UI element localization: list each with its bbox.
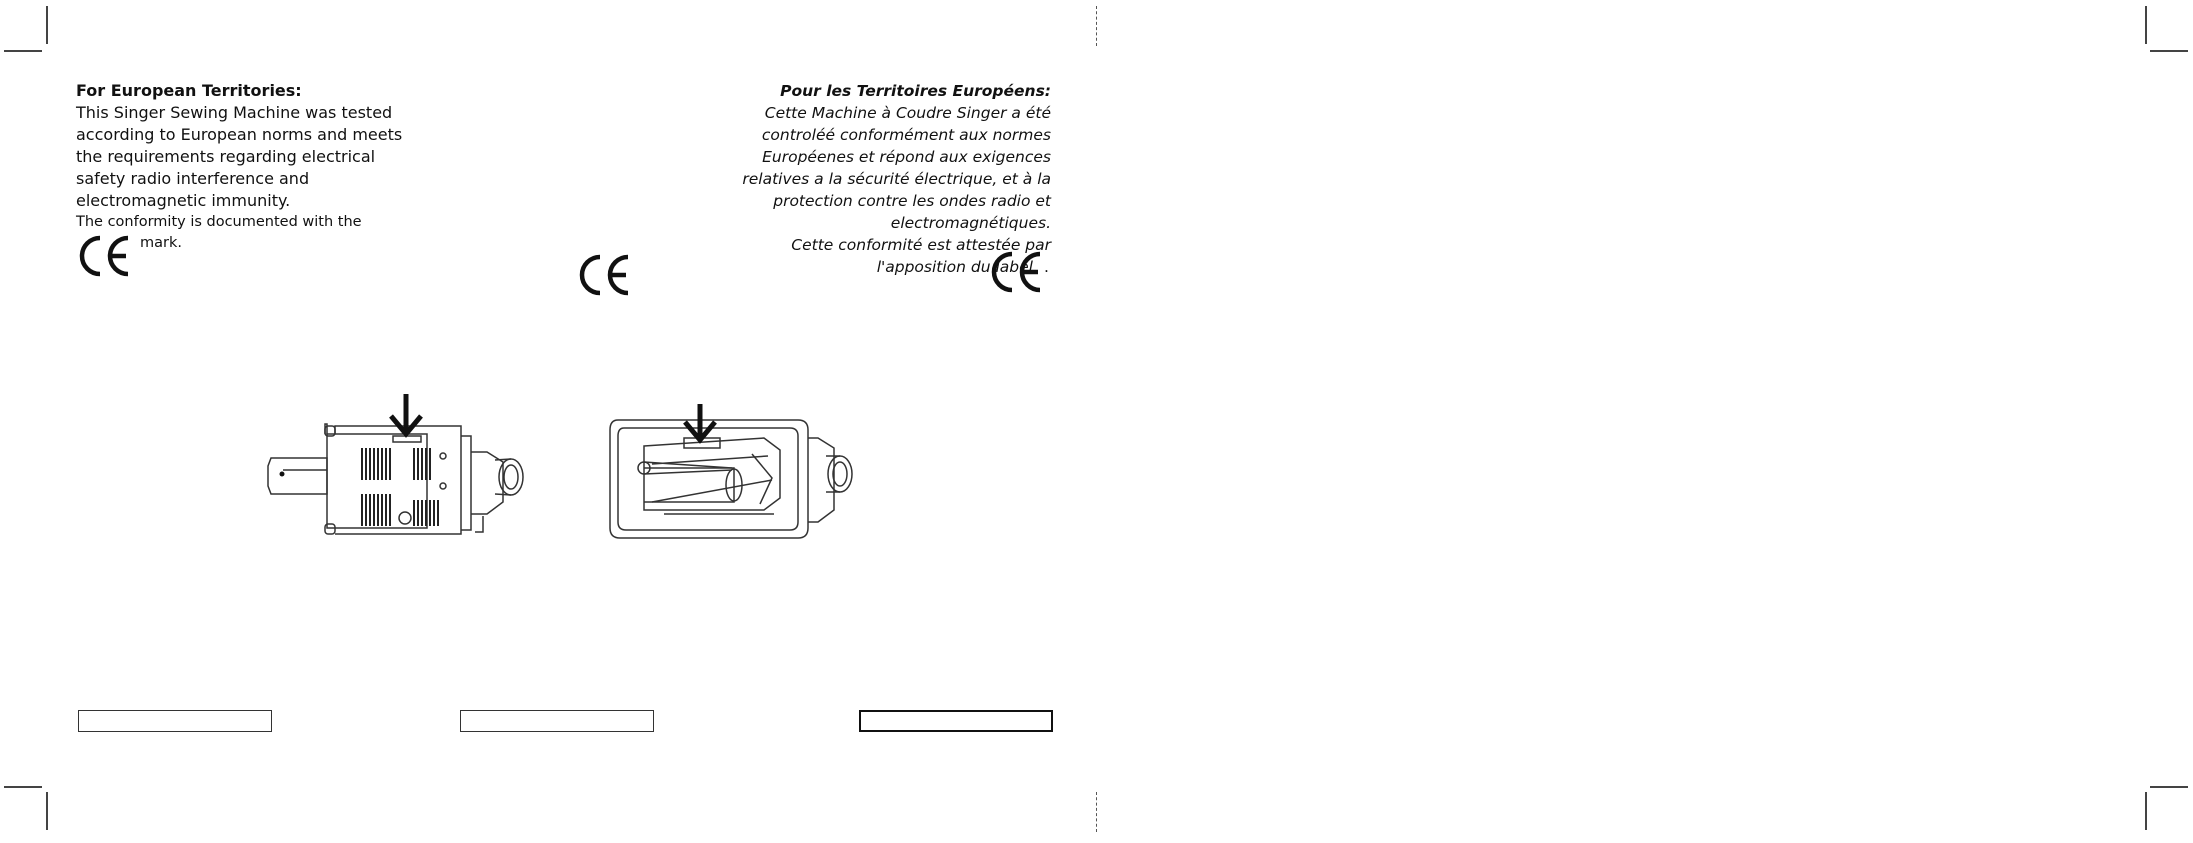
power-pack-interior-illustration [604, 398, 864, 548]
crop-mark [2145, 792, 2147, 830]
crop-mark [2150, 786, 2188, 788]
english-conformity: The conformity is documented with the [76, 214, 362, 230]
ce-mark-icon [76, 234, 132, 278]
crop-mark [2150, 50, 2188, 52]
ce-mark-icon [988, 250, 1044, 294]
fold-mark [1096, 6, 1097, 46]
arrow-down-icon [685, 404, 715, 440]
arrow-down-icon [391, 394, 421, 434]
blank-box [78, 710, 272, 732]
french-conformity: Cette conformité est attestée par [791, 236, 1051, 254]
english-mark-text: mark. [140, 235, 182, 251]
ce-mark-icon [576, 253, 632, 297]
fold-mark [1096, 792, 1097, 832]
crop-mark [46, 792, 48, 830]
crop-mark [46, 6, 48, 44]
crop-mark [4, 786, 42, 788]
crop-mark [2145, 6, 2147, 44]
english-title: For European Territories: [76, 81, 302, 100]
french-period: . [1044, 258, 1049, 276]
french-title: Pour les Territoires Européens: [780, 82, 1051, 100]
blank-box [460, 710, 654, 732]
crop-mark [4, 50, 42, 52]
blank-box [859, 710, 1053, 732]
power-pack-bottom-illustration [265, 390, 535, 550]
french-label-text: l'apposition du label [876, 258, 1033, 276]
french-body: Cette Machine à Coudre Singer a été controléé conformément aux normes Européenes et répond aux exigences relatives a la sécurité électrique, et à la protection contre les ondes radio et electromagnétiques. [742, 104, 1051, 232]
english-body: This Singer Sewing Machine was tested according to European norms and meets the requirements regarding electrical safety radio interference and electromagnetic immunity. [76, 103, 403, 210]
